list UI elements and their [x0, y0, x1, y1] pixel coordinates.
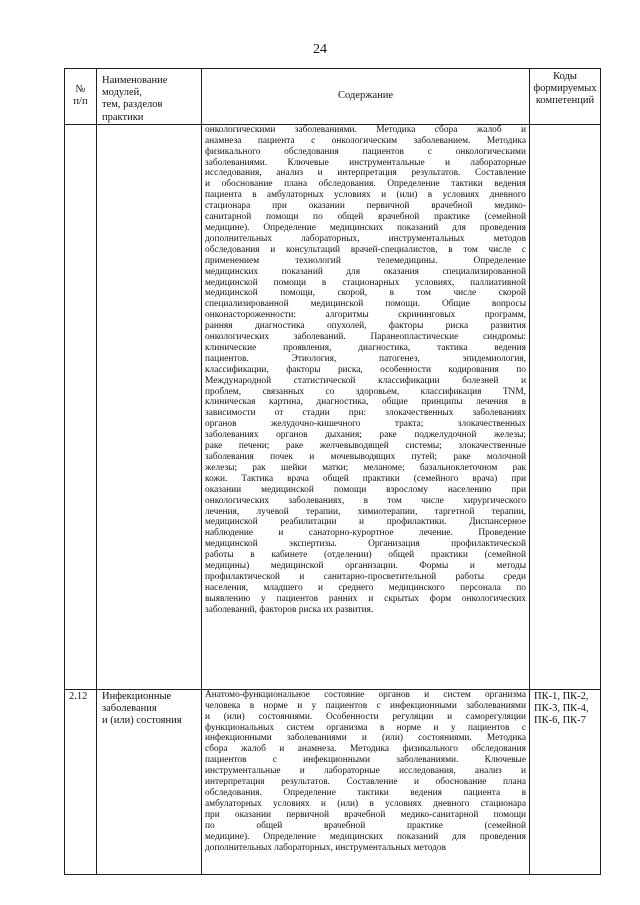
content-line: медицинской реабилитации и профилактики. Диспансерное — [205, 517, 526, 528]
content-line: анамнеза пациента с онкологическим заболеванием. Методика — [205, 135, 526, 146]
content-line: заболевания почек и мочевыводящих путей; раке молочной — [205, 452, 526, 462]
header-module-name-line: тем, разделов практики — [102, 99, 163, 123]
module-name-line: заболевания — [102, 703, 157, 715]
content-line: пациента в амбулаторных условиях и (или) в условиях дневного — [205, 190, 526, 201]
header-module-name — [97, 69, 202, 125]
header-module-name-line: Наименование модулей, — [102, 75, 168, 99]
content-line: Анатомо-функциональное состояние органов и систем организма — [205, 689, 526, 700]
content-line: человека в норме и у пациентов с инфекционными заболеваниями — [205, 700, 526, 711]
content-line: медицинских показаний для оказания специализированной — [205, 266, 526, 277]
content-line: заболеваниях органов дыхания; раке поджелудочной железы; — [205, 430, 526, 441]
content-line: и обоснование плана обследования. Определение тактики ведения — [205, 179, 526, 190]
content-line: выявлению у пациентов ранних и скрытых форм онкологических — [205, 593, 526, 604]
row-module-name — [97, 689, 202, 874]
header-number-line: п/п — [73, 96, 88, 108]
content-line: кожи. Тактика врача общей практики (семейного врача) при — [205, 473, 526, 484]
header-codes-line: компетенций — [535, 95, 595, 107]
content-line: обследования и консультаций врачей-специалистов, в том числе с — [205, 244, 526, 255]
content-line: при оказании первичной врачебной медико-санитарной помощи — [205, 809, 526, 820]
content-line: лечения, лучевой терапии, химиотерапии, таргетной терапии, — [205, 506, 526, 517]
table-row — [65, 689, 601, 874]
content-line: заболеваний, факторов риска их развития. — [205, 604, 374, 615]
row-competency-codes — [530, 124, 601, 689]
module-name-line: и (или) состояния — [102, 715, 182, 727]
content-line: амбулаторных условиях и (или) в условиях дневного стационара — [205, 798, 526, 809]
content-line: клинические проявления, диагностика, тактика ведения — [205, 342, 526, 353]
content-line: наблюдение и санаторно-курортное лечение. Проведение — [205, 528, 526, 539]
table-header — [65, 69, 601, 125]
competency-code-line: ПК-6, ПК-7 — [534, 715, 586, 727]
content-line: специализированной медицинской помощи. Общие вопросы — [205, 299, 526, 310]
content-line: дополнительных лабораторных, инструментальных методов — [205, 233, 526, 244]
content-line: медицинской экспертизы. Организация профилактической — [205, 539, 526, 550]
content-line: санитарной помощи по общей врачебной практике (семейной — [205, 212, 526, 223]
content-line: и (или) состояниями. Особенности регуляции и саморегуляции — [205, 711, 526, 722]
content-line: заболеваниями. Ключевые инструментальные и лабораторные — [205, 157, 526, 168]
row-content — [202, 124, 530, 689]
content-line: пациентов. Этиология, патогенез, эпидемиология, — [205, 353, 526, 364]
content-line: исследования, анализ и интерпретация результатов. Составление — [205, 168, 526, 179]
content-line: медицине). Определение медицинских показаний для проведения — [205, 222, 526, 233]
content-line: онкологических заболеваниях, в том числе хирургического — [205, 495, 526, 506]
row-content — [202, 689, 530, 874]
content-line: интерпретация результатов. Составление и обоснование плана — [205, 777, 526, 788]
content-line: медицины) медицинской организации. Формы и методы — [205, 561, 526, 572]
header-codes-line: Коды — [553, 71, 577, 82]
competency-code-line: ПК-3, ПК-4, — [534, 703, 589, 715]
content-line: онкологических заболеваний. Паранеопластические синдромы: — [205, 332, 526, 343]
curriculum-table — [64, 68, 601, 875]
content-line: Международной статистической классификации болезней и — [205, 375, 526, 386]
header-competency-codes — [530, 69, 601, 125]
content-line: клиническая картина, диагностика, общие принципы лечения в — [205, 397, 526, 408]
content-line: обследования. Определение тактики ведения пациента в — [205, 787, 526, 798]
row-module-name — [97, 124, 202, 689]
content-line: функциональных систем организма в норме и у пациентов с — [205, 722, 526, 733]
content-line: железы; рак шейки матки; меланоме; базальноклеточном рак — [205, 462, 526, 473]
content-line: классификации, факторы риска, особенности кодирования по — [205, 364, 526, 375]
content-line: инфекционными заболеваниями и (или) состояниями. Методика — [205, 733, 526, 744]
row-number — [65, 124, 97, 689]
page-number: 24 — [313, 42, 327, 57]
content-line: зависимости от стадии при: злокачественных заболеваниях — [205, 408, 526, 419]
content-line: инструментальные и лабораторные исследования, анализ и — [205, 766, 526, 777]
content-line: применением технологий телемедицины. Определение — [205, 255, 526, 266]
content-line: проблем, связанных со здоровьем, классификация TNM, — [205, 386, 526, 397]
content-line: медицинской помощи, скорой, в том числе скорой — [205, 288, 526, 299]
content-line: ранняя диагностика опухолей, факторы риска развития — [205, 321, 526, 332]
content-line: профилактической и санитарно-просветительной работы среди — [205, 571, 526, 582]
module-name-line: Инфекционные — [102, 690, 172, 702]
content-line: сбора жалоб и анамнеза. Методика физикального обследования — [205, 744, 526, 755]
row-competency-codes — [530, 689, 601, 874]
content-line: по общей врачебной практике (семейной — [205, 820, 526, 831]
table-row — [65, 124, 601, 689]
content-line: медицине). Определение медицинских показаний для проведения — [205, 831, 526, 842]
content-line: физикального обследования пациентов с онкологическими — [205, 146, 526, 157]
content-line: оказании медицинской помощи взрослому населению при — [205, 484, 526, 495]
content-line: стационара при оказании первичной врачебной медико- — [205, 201, 526, 212]
content-line: населения, младшего и среднего медицинского персонала по — [205, 582, 526, 593]
header-content: Содержание — [202, 69, 530, 125]
content-line: онконастороженности: алгоритмы скрининговых программ, — [205, 310, 526, 321]
content-line: работы в кабинете (отделении) общей практики (семейной — [205, 550, 526, 561]
content-line: дополнительных лабораторных, инструментальных методов — [205, 842, 447, 853]
content-line: органов желудочно-кишечного тракта; злокачественных — [205, 419, 526, 430]
content-line: раке печени; раке желчевыводящей системы; злокачественные — [205, 441, 526, 452]
header-number-line: № — [75, 84, 86, 96]
content-line: онкологическими заболеваниями. Методика сбора жалоб и — [205, 124, 526, 135]
header-codes-line: формируемых — [533, 83, 597, 95]
competency-code-line: ПК-1, ПК-2, — [534, 690, 589, 702]
content-line: медицинской помощи в стационарных условиях, паллиативной — [205, 277, 526, 288]
content-line: пациентов с инфекционными заболеваниями. Ключевые — [205, 755, 526, 766]
header-number — [65, 69, 97, 125]
row-number: 2.12 — [65, 689, 97, 874]
